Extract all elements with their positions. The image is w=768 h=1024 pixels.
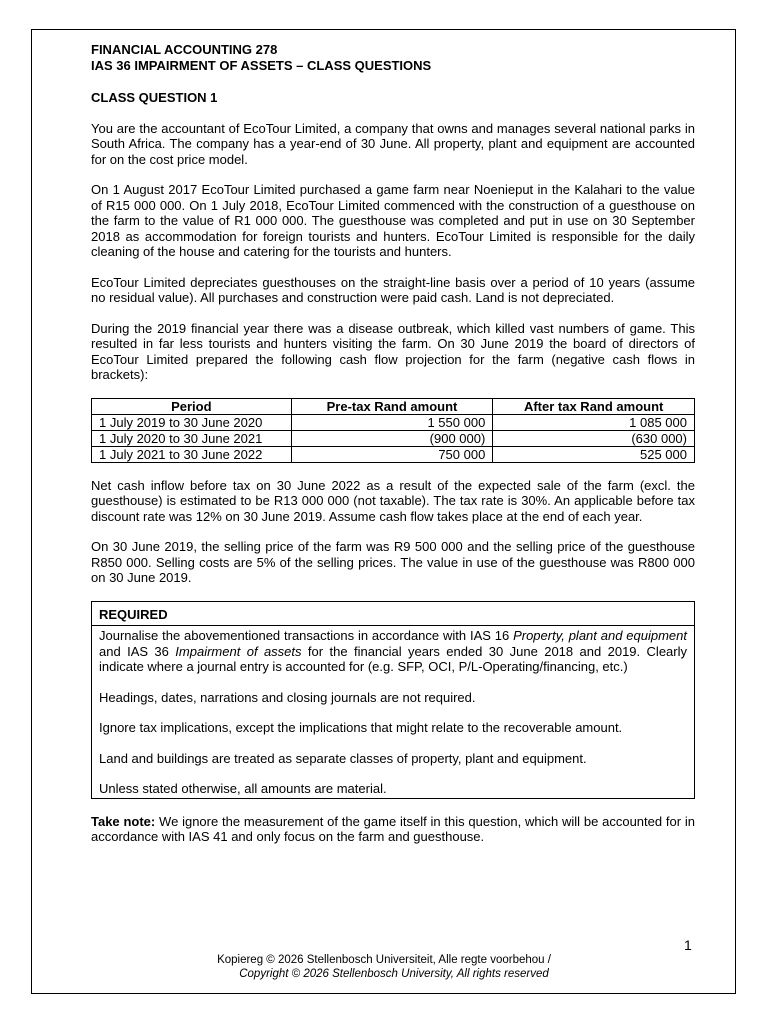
paragraph-intro: You are the accountant of EcoTour Limited, a company that owns and manages several national parks in South Africa. The company has a year-end of 30 June. All property, plant and equipment are accounted for on the cost price model. xyxy=(91,120,695,167)
copyright-footer xyxy=(0,953,768,981)
paragraph-selling-price: On 30 June 2019, the selling price of the farm was R9 500 000 and the selling price of the guesthouse R850 000. Selling costs are 5% of the selling prices. The value in use of the guesthouse was R800 000 on 30 June 2019. xyxy=(91,539,695,585)
required-item-land: Land and buildings are treated as separate classes of property, plant and equipment. xyxy=(99,750,587,766)
cell-pretax: 1 550 000 xyxy=(291,414,493,430)
cell-period: 1 July 2019 to 30 June 2020 xyxy=(92,414,292,430)
document-body xyxy=(91,42,695,858)
required-body xyxy=(92,626,694,798)
required-box xyxy=(91,601,695,799)
required-text: and IAS 36 xyxy=(99,643,176,659)
header-pretax: Pre-tax Rand amount xyxy=(291,398,493,414)
required-item-tax: Ignore tax implications, except the implications that might relate to the recoverable amount. xyxy=(99,720,623,735)
table-row xyxy=(92,430,695,446)
required-item-headings: Headings, dates, narrations and closing journals are not required. xyxy=(99,689,476,705)
table-row xyxy=(92,414,695,430)
cell-period: 1 July 2020 to 30 June 2021 xyxy=(92,430,292,446)
required-item-journalise xyxy=(99,628,687,675)
course-title: FINANCIAL ACCOUNTING 278 xyxy=(91,42,278,57)
cell-pretax: 750 000 xyxy=(291,446,493,462)
page-number: 1 xyxy=(684,937,692,953)
cell-aftertax: 1 085 000 xyxy=(493,414,695,430)
take-note-text: We ignore the measurement of the game itself in this question, which will be accounted for in accordance with IAS 41 and only focus on the farm and guesthouse. xyxy=(91,813,695,844)
cell-aftertax: 525 000 xyxy=(493,446,695,462)
paragraph-outbreak: During the 2019 financial year there was a disease outbreak, which killed vast numbers of game. This resulted in far less tourists and hunters visiting the farm. On 30 June 2019 the board of directors of EcoTour Limited prepared the following cash flow projection for the farm (negative cash flows in brackets): xyxy=(91,320,695,382)
take-note-label: Take note: xyxy=(91,813,156,829)
copyright-afrikaans: Kopiereg © 2026 Stellenbosch Universiteit, Alle regte voorbehou / xyxy=(217,954,551,966)
cell-aftertax: (630 000) xyxy=(493,430,695,446)
table-row xyxy=(92,446,695,462)
required-item-material: Unless stated otherwise, all amounts are material. xyxy=(99,781,387,796)
cell-pretax: (900 000) xyxy=(291,430,493,446)
paragraph-depreciation: EcoTour Limited depreciates guesthouses on the straight-line basis over a period of 10 years (assume no residual value). All purchases and construction were paid cash. Land is not depreciated. xyxy=(91,274,695,305)
cell-period: 1 July 2021 to 30 June 2022 xyxy=(92,446,292,462)
copyright-english: Copyright © 2026 Stellenbosch University, All rights reserved xyxy=(239,968,549,980)
paragraph-purchase: On 1 August 2017 EcoTour Limited purchased a game farm near Noenieput in the Kalahari to the value of R15 000 000. On 1 July 2018, EcoTour Limited commenced with the construction of a guesthouse on the farm to the value of R1 000 000. The guesthouse was completed and put in use on 30 September 2018 as accommodation for foreign tourists and hunters. EcoTour Limited is responsible for the daily cleaning of the house and catering for the tourists and hunters. xyxy=(91,182,695,259)
required-heading: REQUIRED xyxy=(92,602,694,627)
question-title: CLASS QUESTION 1 xyxy=(91,90,218,105)
paragraph-net-inflow: Net cash inflow before tax on 30 June 2022 as a result of the expected sale of the farm (excl. the guesthouse) is estimated to be R13 000 000 (not taxable). The tax rate is 30%. An applicable before tax discount rate was 12% on 30 June 2019. Assume cash flow takes place at the end of each year. xyxy=(91,477,695,524)
table-header-row xyxy=(92,398,695,414)
required-text: Journalise the abovementioned transactions in accordance with IAS 16 xyxy=(99,628,514,643)
cash-flow-table xyxy=(91,398,695,463)
header-aftertax: After tax Rand amount xyxy=(493,398,695,414)
standard-name-ias36: Impairment of assets xyxy=(175,643,302,659)
header-period: Period xyxy=(92,398,292,414)
standard-name-ias16: Property, plant and equipment xyxy=(513,628,687,643)
topic-title: IAS 36 IMPAIRMENT OF ASSETS – CLASS QUESTIONS xyxy=(91,57,432,73)
required-text: for the financial years ended 30 June 2018 and 2019. Clearly indicate where a journal entry is accounted for (e.g. SFP, OCI, P/L-Operating/financing, etc.) xyxy=(99,643,687,674)
take-note xyxy=(91,814,695,845)
